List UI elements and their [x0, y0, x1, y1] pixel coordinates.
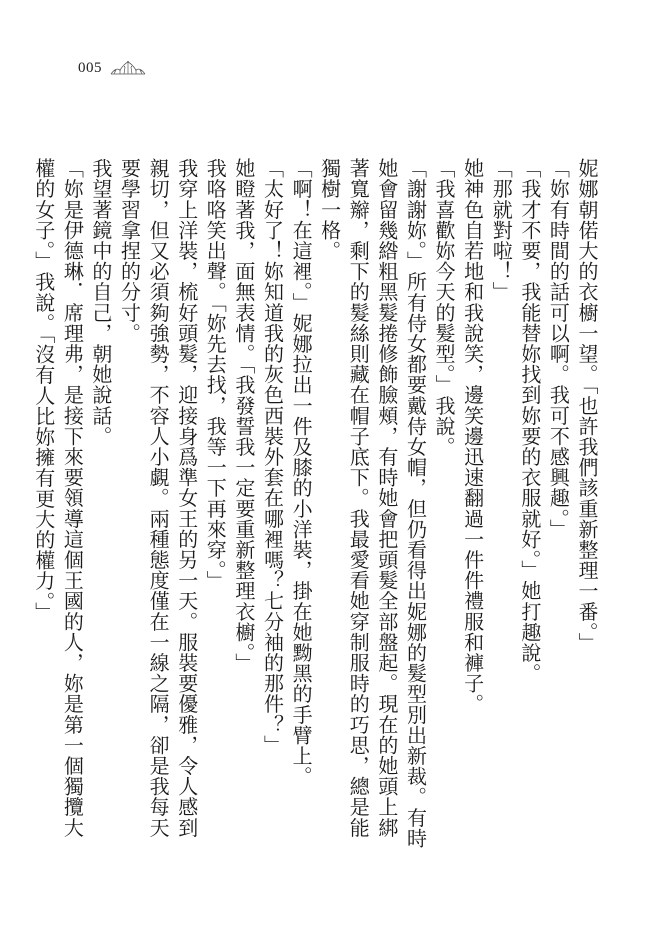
paragraph: 她神色自若地和我說笑，邊笑邊迅速翻過一件件禮服和褲子。 [460, 158, 485, 715]
paragraph: 「我喜歡妳今天的髮型。」我說。 [432, 158, 457, 457]
page-number: 005 [78, 59, 102, 76]
paragraph: 我咯咯笑出聲。「妳先去找，我等一下再來穿。」 [203, 158, 228, 592]
paragraph: 「那就對啦！」 [489, 158, 514, 303]
paragraph: 我望著鏡中的自己，朝她說話。 [88, 158, 113, 447]
paragraph: 「謝謝妳。」所有侍女都要戴侍女帽，但仍看得出妮娜的髮型別出新裁。有時她會留幾綹粗黑髮捲修飾臉頰，有時她會把頭髮全部盤起。現在的她頭上綁著寬辮，剩下的髮絲則藏在帽子底下。我最愛看她穿制服時的巧思，總是能獨樹一格。 [317, 158, 428, 849]
tiara-icon [108, 60, 148, 76]
paragraph: 妮娜朝偌大的衣櫥一望。「也許我們該重新整理一番。」 [575, 158, 599, 653]
paragraph: 「我才不要，我能替妳找到妳要的衣服就好。」她打趣說。 [517, 158, 542, 684]
paragraph: 「太好了！妳知道我的灰色西裝外套在哪裡嗎？七分袖的那件？」 [260, 158, 285, 756]
page-header [78, 58, 148, 78]
paragraph: 「妳是伊德琳．席理弗，是接下來要領導這個王國的人，妳是第一個獨攬大權的女子。」我說。「沒有人比妳擁有更大的權力。」 [31, 158, 85, 838]
vertical-text-body [29, 158, 601, 858]
paragraph: 「妳有時間的話可以啊。我可不感興趣。」 [546, 158, 571, 540]
paragraph: 她瞪著我，面無表情。「我發誓我一定要重新整理衣櫥。」 [231, 158, 256, 674]
paragraph: 「啊！在這裡。」妮娜拉出一件及膝的小洋裝，掛在她黝黑的手臂上。 [289, 158, 314, 787]
paragraph: 我穿上洋裝，梳好頭髮，迎接身爲準女王的另一天。服裝要優雅，令人感到親切，但又必須夠強勢，不容人小覷。兩種態度僅在一線之隔，卻是我每天要學習拿捏的分寸。 [117, 158, 199, 838]
